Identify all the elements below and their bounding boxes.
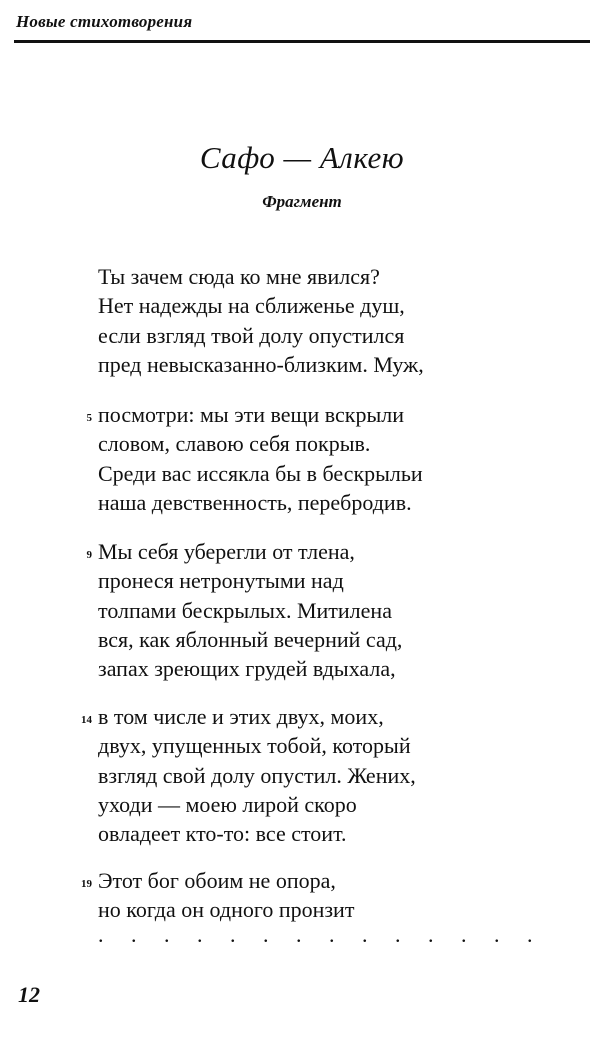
verse-line: вся, как яблонный вечерний сад, (98, 626, 403, 652)
stanza-2 (86, 400, 423, 517)
verse-line: посмотри: мы эти вещи вскрыли (98, 402, 405, 427)
line-number: 19 (81, 878, 92, 890)
page-number: 12 (18, 982, 40, 1007)
verse-line: пронеся нетронутыми над (98, 568, 344, 594)
verse-line: толпами бескрылых. Митилена (98, 597, 392, 623)
header-rule (14, 40, 590, 43)
verse-line: Этот бог обоим не опора, (98, 868, 336, 893)
line-number: 14 (81, 714, 92, 726)
verse-line: словом, славою себя покрыв. (98, 431, 371, 457)
poem-subtitle: Фрагмент (262, 192, 342, 211)
omission-dots: . . . . . . . . . . . . . . (98, 922, 544, 947)
verse-line: Мы себя уберегли от тлена, (98, 539, 355, 564)
stanza-1 (98, 262, 424, 379)
verse-line: Нет надежды на сближенье душ, (98, 293, 405, 319)
verse-line: взгляд свой долу опустил. Жених, (98, 762, 416, 788)
verse-line: двух, упущенных тобой, который (98, 733, 411, 759)
verse-line: наша девственность, перебродив. (98, 489, 412, 515)
verse-line: в том числе и этих двух, моих, (98, 704, 384, 729)
line-number: 5 (86, 412, 92, 424)
verse-line: Ты зачем сюда ко мне явился? (98, 264, 380, 289)
verse-line: но когда он одного пронзит (98, 897, 355, 923)
stanza-4 (81, 702, 416, 848)
stanza-5 (81, 866, 355, 925)
stanza-3 (86, 537, 403, 683)
poem-title: Сафо — Алкею (199, 140, 405, 175)
verse-line: если взгляд твой долу опустился (98, 322, 405, 348)
verse-line: уходи — моею лирой скоро (98, 791, 357, 817)
verse-line: Среди вас иссякла бы в бескрыльи (98, 460, 423, 486)
verse-line: пред невысказанно-близким. Муж, (98, 351, 424, 377)
line-number: 9 (86, 549, 92, 561)
verse-line: запах зреющих грудей вдыхала, (98, 656, 396, 682)
running-head: Новые стихотворения (16, 12, 193, 31)
verse-line: овладеет кто-то: все стоит. (98, 821, 347, 847)
